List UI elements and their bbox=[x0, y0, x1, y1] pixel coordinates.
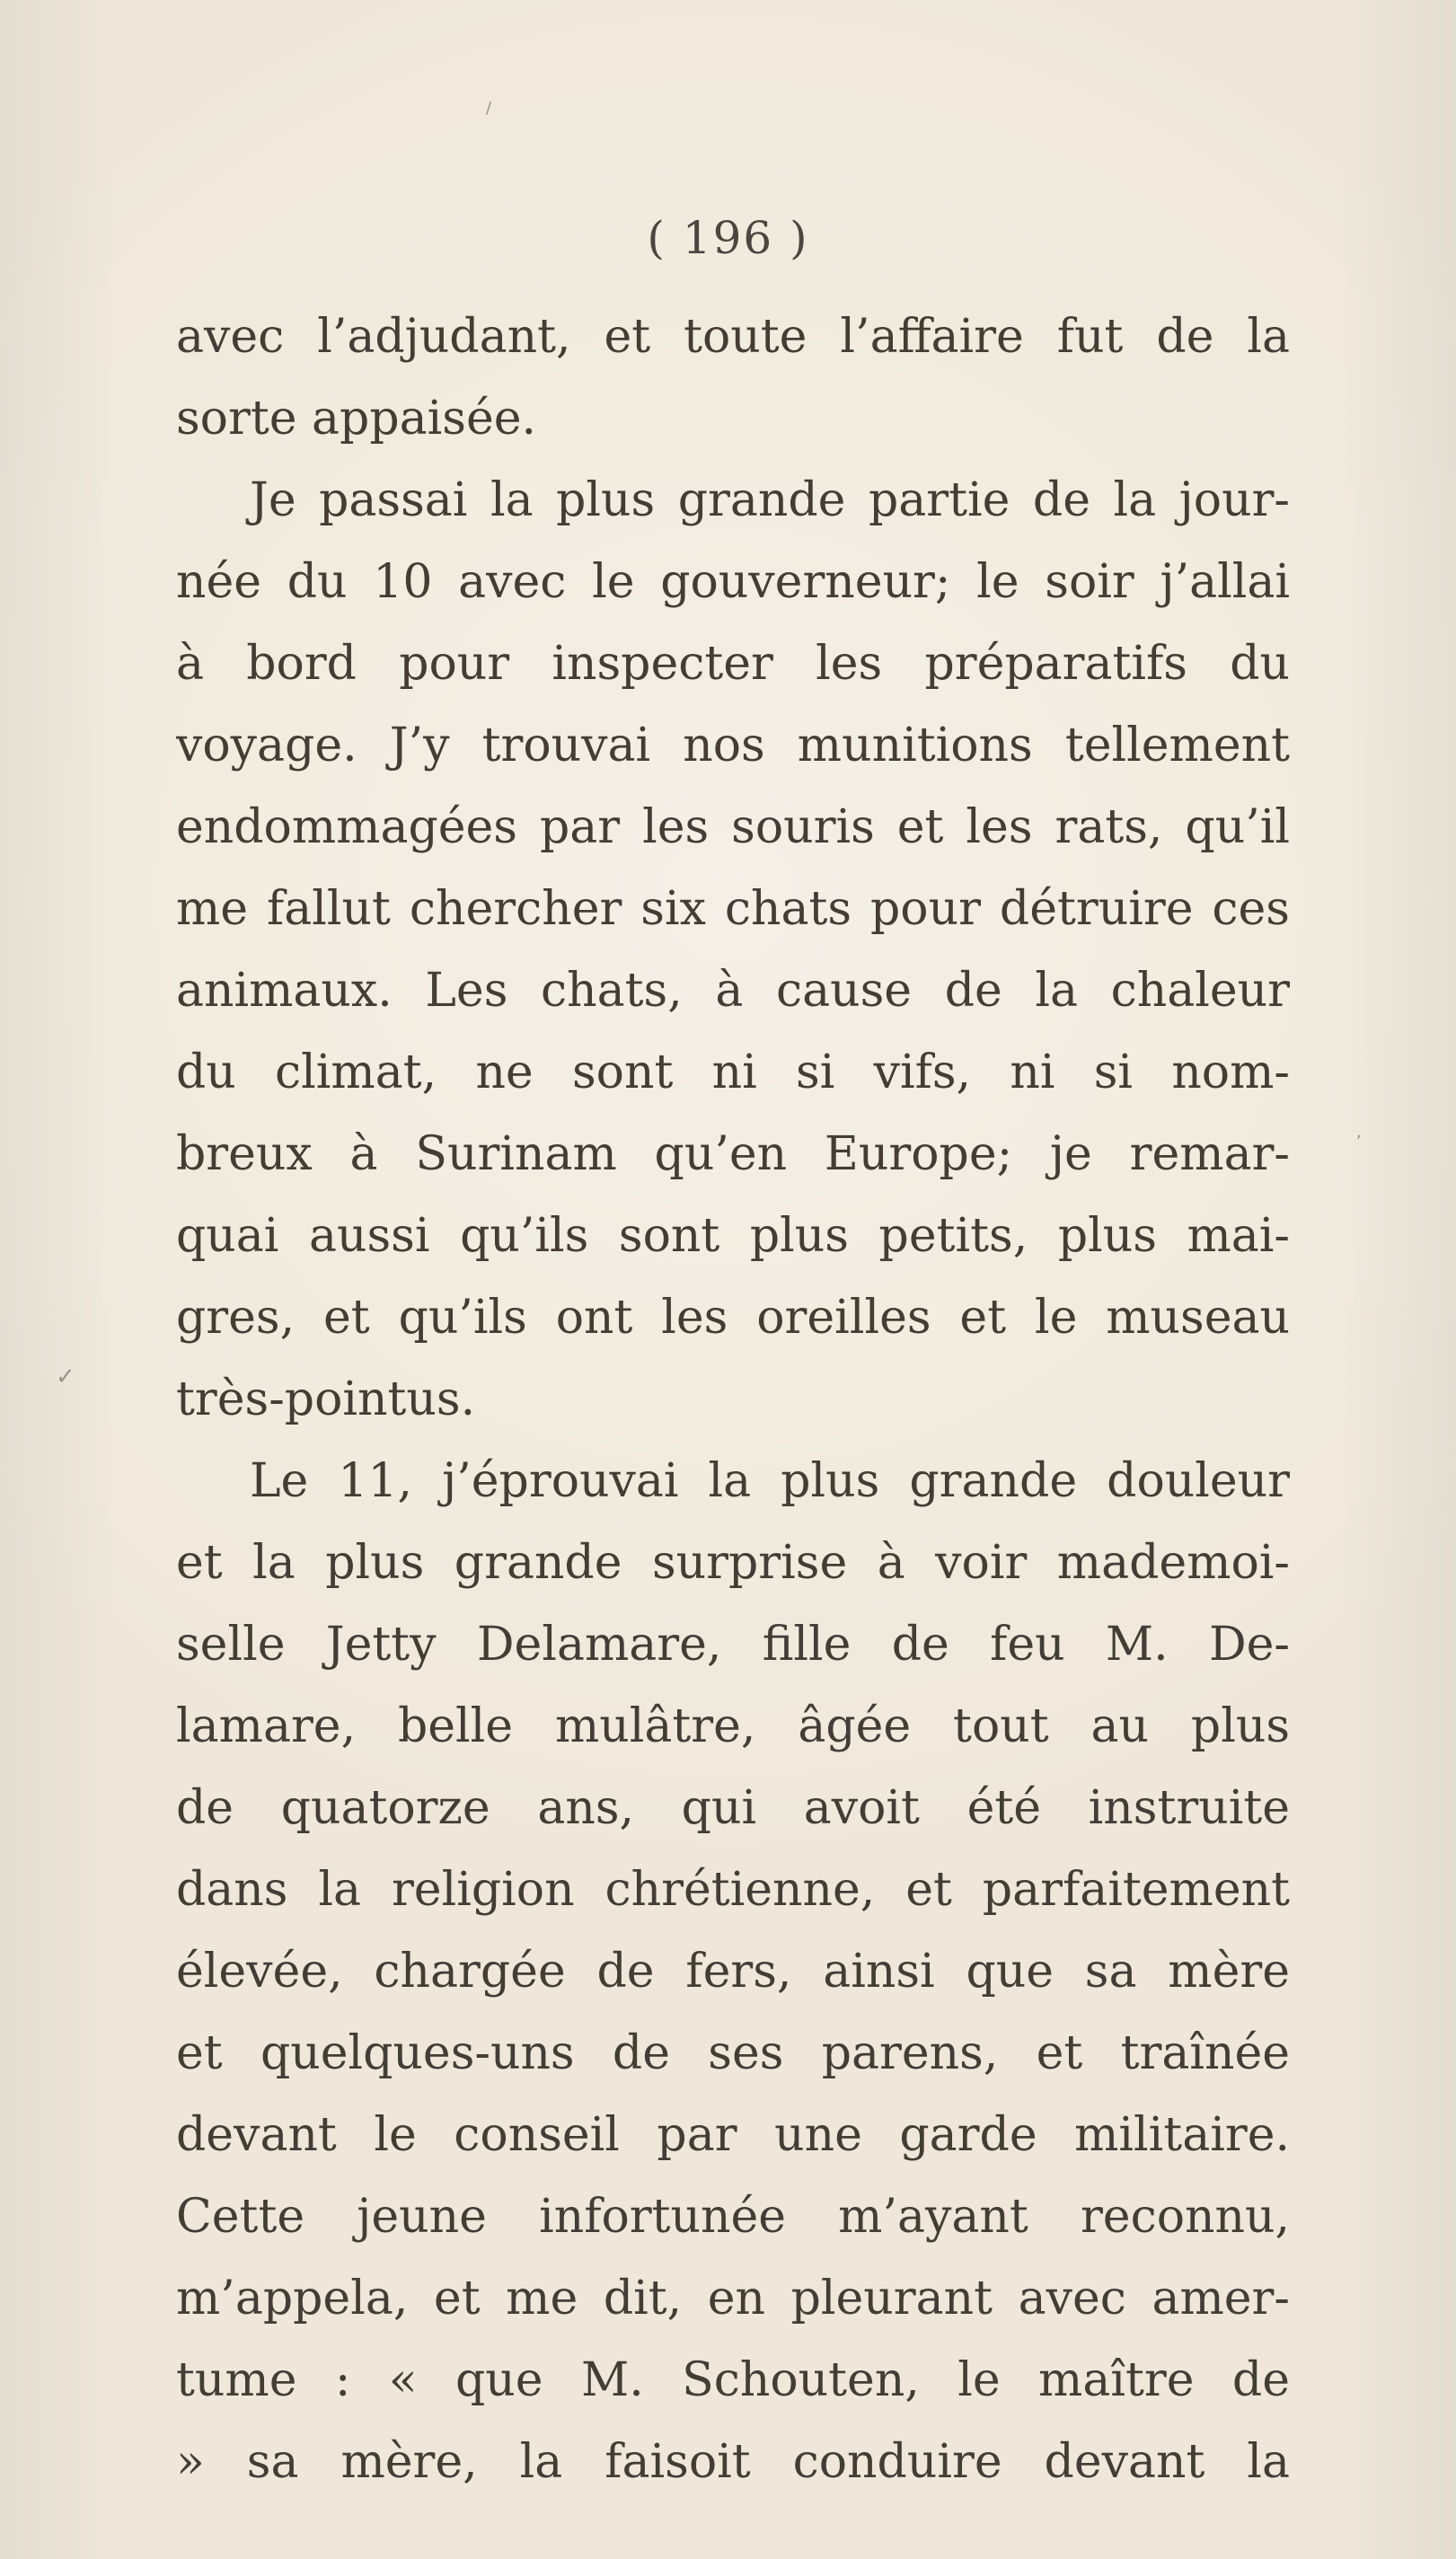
paper-mark-left: ✓ bbox=[56, 1363, 75, 1390]
text-line: me fallut chercher six chats pour détruire ces bbox=[176, 882, 1290, 936]
text-line: endommagées par les souris et les rats, qu’il bbox=[176, 800, 1290, 854]
text-line: Cette jeune infortunée m’ayant reconnu, bbox=[176, 2190, 1290, 2244]
text-line: née du 10 avec le gouverneur; le soir j’allai bbox=[176, 555, 1290, 609]
body-text bbox=[176, 296, 1290, 2503]
text-line: sorte appaisée. bbox=[176, 392, 537, 446]
text-line: m’appela, et me dit, en pleurant avec amer- bbox=[176, 2272, 1290, 2325]
text-line: gres, et qu’ils ont les oreilles et le museau bbox=[176, 1291, 1290, 1345]
text-line: tume : « que M. Schouten, le maître de bbox=[176, 2353, 1290, 2407]
text-line: » sa mère, la faisoit conduire devant la bbox=[176, 2435, 1290, 2489]
text-line: et quelques-uns de ses parens, et traînée bbox=[176, 2026, 1290, 2080]
text-line: très-pointus. bbox=[176, 1372, 476, 1426]
page-number: ( 196 ) bbox=[647, 212, 809, 264]
text-line: selle Jetty Delamare, fille de feu M. De- bbox=[176, 1618, 1290, 1672]
paper-mark-right: , bbox=[1356, 1123, 1362, 1142]
text-line: avec l’adjudant, et toute l’affaire fut de la bbox=[176, 310, 1290, 364]
text-line: de quatorze ans, qui avoit été instruite bbox=[176, 1781, 1290, 1835]
paragraph-start-line: Je passai la plus grande partie de la jour- bbox=[250, 473, 1290, 527]
text-line: voyage. J’y trouvai nos munitions tellement bbox=[176, 719, 1290, 772]
paragraph-start-line: Le 11, j’éprouvai la plus grande douleur bbox=[250, 1454, 1290, 1508]
text-line: dans la religion chrétienne, et parfaitement bbox=[176, 1863, 1290, 1917]
text-line: animaux. Les chats, à cause de la chaleur bbox=[176, 964, 1290, 1018]
paper-mark-top: / bbox=[486, 99, 492, 118]
text-line: élevée, chargée de fers, ainsi que sa mère bbox=[176, 1945, 1290, 1999]
text-line: et la plus grande surprise à voir mademoi- bbox=[176, 1536, 1290, 1590]
text-line: à bord pour inspecter les préparatifs du bbox=[176, 637, 1290, 691]
text-line: quai aussi qu’ils sont plus petits, plus mai- bbox=[176, 1209, 1290, 1263]
text-line: lamare, belle mulâtre, âgée tout au plus bbox=[176, 1699, 1290, 1753]
text-line: du climat, ne sont ni si vifs, ni si nom- bbox=[176, 1046, 1290, 1099]
text-line: breux à Surinam qu’en Europe; je remar- bbox=[176, 1127, 1290, 1181]
text-line: devant le conseil par une garde militaire. bbox=[176, 2108, 1290, 2162]
